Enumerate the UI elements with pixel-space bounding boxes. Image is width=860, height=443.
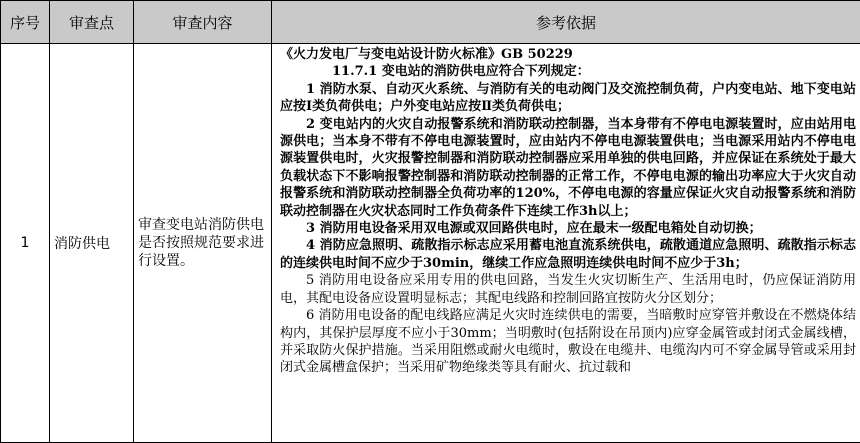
header-num: 序号 (1, 1, 50, 44)
clause-item-4: 4 消防应急照明、疏散指示标志应采用蓄电池直流系统供电，疏散通道应急照明、疏散指示标志的连续供电时间不应少于30min，继续工作应急照明连续供电时间不应少于3h； (280, 238, 856, 271)
clause-item-2: 2 变电站内的火灾自动报警系统和消防联动控制器，当本身带有不停电电源装置时，应由站用电源供电；当本身不带有不停电电源装置时，应由站内不停电电源装置供电；当电源采用站内不停电电源装置供电时，火灾报警控制器和消防联动控制器应采用单独的供电回路，并应保证在系统处于最大负载状态下不影响报警控制器和消防联动控制器的正常工作，不停电电源的输出功率应大于火灾自动报警系统和消防联动控制器全负荷功率的120%，不停电电源的容量应保证火灾自动报警系统和消防联动控制器在火灾状态同时工作负荷条件下连续工作3h以上； (280, 116, 856, 219)
header-point: 审查点 (50, 1, 134, 44)
cell-num: 1 (1, 44, 50, 443)
clause-item-5: 5 消防用电设备应采用专用的供电回路，当发生火灾切断生产、生活用电时，仍应保证消防用电，其配电设备应设置明显标志；其配电线路和控制回路宜按防火分区划分； (280, 273, 856, 306)
cell-point: 消防供电 (50, 44, 134, 443)
header-content: 审查内容 (134, 1, 272, 44)
cell-content: 审查变电站消防供电是否按照规范要求进行设置。 (134, 44, 272, 443)
clause-item-3: 3 消防用电设备采用双电源或双回路供电时，应在最末一级配电箱处自动切换； (306, 221, 762, 237)
table-row (1, 44, 860, 443)
cell-basis (272, 44, 860, 443)
header-basis: 参考依据 (272, 1, 860, 44)
clause-item-6: 6 消防用电设备的配电线路应满足火灾时连续供电的需要，当暗敷时应穿管并敷设在不燃烧体结构内，其保护层厚度不应小于30mm；当明敷时(包括附设在吊顶内)应穿金属管或封闭式金属线槽，并采取防火保护措施。当采用阻燃或耐火电缆时，敷设在电缆井、电缆沟内可不穿金属导管或采用封闭式金属槽盒保护；当采用矿物绝缘类等具有耐火、抗过载和 (280, 308, 856, 376)
clause-item-1: 1 消防水泵、自动灭火系统、与消防有关的电动阀门及交流控制负荷，户内变电站、地下变电站应按Ⅰ类负荷供电；户外变电站应按Ⅱ类负荷供电； (280, 81, 856, 115)
standard-title: 《火力发电厂与变电站设计防火标准》GB 50229 (280, 47, 573, 62)
clause-heading: 11.7.1 变电站的消防供电应符合下列规定： (332, 64, 590, 80)
header-row (1, 1, 860, 44)
